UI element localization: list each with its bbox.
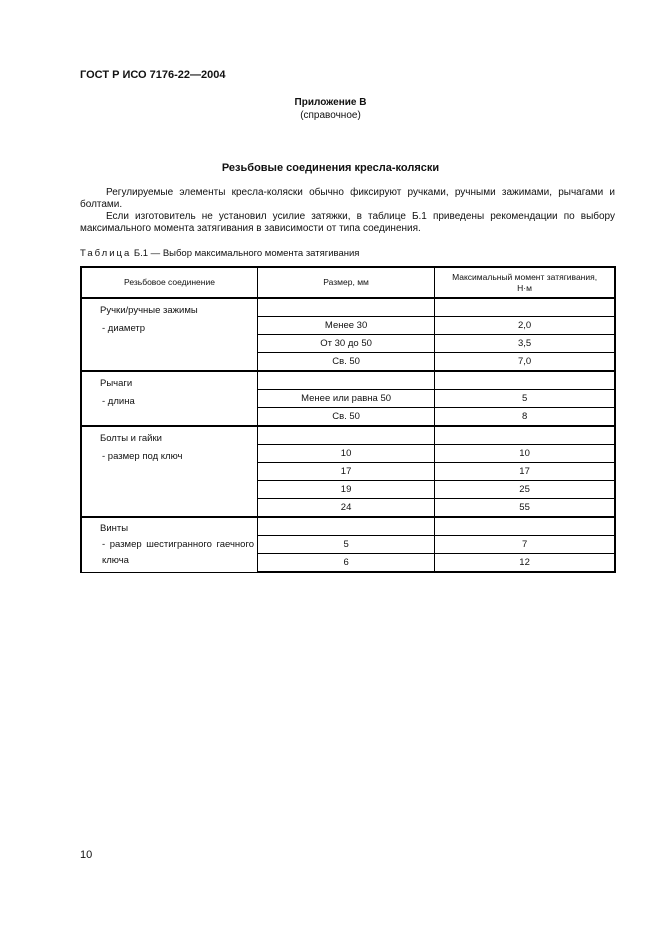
group-cell-bolts: Болты и гайки - размер под ключ bbox=[81, 426, 258, 517]
size-cell: От 30 до 50 bbox=[258, 335, 435, 353]
size-cell: Св. 50 bbox=[258, 353, 435, 372]
torque-cell: 55 bbox=[435, 499, 615, 518]
page-number: 10 bbox=[80, 849, 93, 861]
size-cell: 10 bbox=[258, 445, 435, 463]
size-cell: 6 bbox=[258, 554, 435, 573]
torque-cell: 17 bbox=[435, 463, 615, 481]
size-cell: 24 bbox=[258, 499, 435, 518]
paragraph-2: Если изготовитель не установил усилие затяжки, в таблице Б.1 приведены рекомендации по выбору максимального момента затягивания в зависимости от типа соединения. bbox=[80, 211, 615, 234]
annex-title: Приложение В bbox=[294, 97, 367, 108]
section-title: Резьбовые соединения кресла-коляски bbox=[221, 162, 440, 174]
size-cell: Св. 50 bbox=[258, 408, 435, 427]
table-row bbox=[81, 517, 615, 536]
size-cell: 5 bbox=[258, 536, 435, 554]
size-cell: 19 bbox=[258, 481, 435, 499]
table-caption: Таблица Б.1 — Выбор максимального момента затягивания bbox=[80, 248, 360, 259]
torque-cell: 12 bbox=[435, 554, 615, 573]
torque-cell: 7 bbox=[435, 536, 615, 554]
size-cell: 17 bbox=[258, 463, 435, 481]
paragraph-1: Регулируемые элементы кресла-коляски обычно фиксируют ручками, ручными зажимами, рычагами и болтами. bbox=[80, 187, 615, 210]
column-header-size: Размер, мм bbox=[258, 267, 435, 298]
group-cell-levers: Рычаги - длина bbox=[81, 371, 258, 426]
table-row bbox=[81, 298, 615, 317]
group-cell-handles: Ручки/ручные зажимы - диаметр bbox=[81, 298, 258, 371]
torque-cell: 10 bbox=[435, 445, 615, 463]
table-row bbox=[81, 426, 615, 445]
size-cell: Менее 30 bbox=[258, 317, 435, 335]
torque-cell: 2,0 bbox=[435, 317, 615, 335]
group-cell-screws: Винты - размер шестигранного гаечного ключа bbox=[81, 517, 258, 572]
annex-subtitle: (справочное) bbox=[300, 110, 361, 121]
torque-cell: 3,5 bbox=[435, 335, 615, 353]
column-header-torque: Максимальный момент затягивания, Н·м bbox=[435, 267, 615, 298]
column-header-connection: Резьбовое соединение bbox=[81, 267, 258, 298]
torque-cell: 5 bbox=[435, 390, 615, 408]
torque-cell: 8 bbox=[435, 408, 615, 427]
table-row bbox=[81, 371, 615, 390]
torque-cell: 25 bbox=[435, 481, 615, 499]
torque-cell: 7,0 bbox=[435, 353, 615, 372]
standard-designation: ГОСТ Р ИСО 7176-22—2004 bbox=[80, 69, 226, 81]
size-cell: Менее или равна 50 bbox=[258, 390, 435, 408]
table-header-row bbox=[81, 267, 615, 298]
torque-table bbox=[80, 266, 616, 573]
